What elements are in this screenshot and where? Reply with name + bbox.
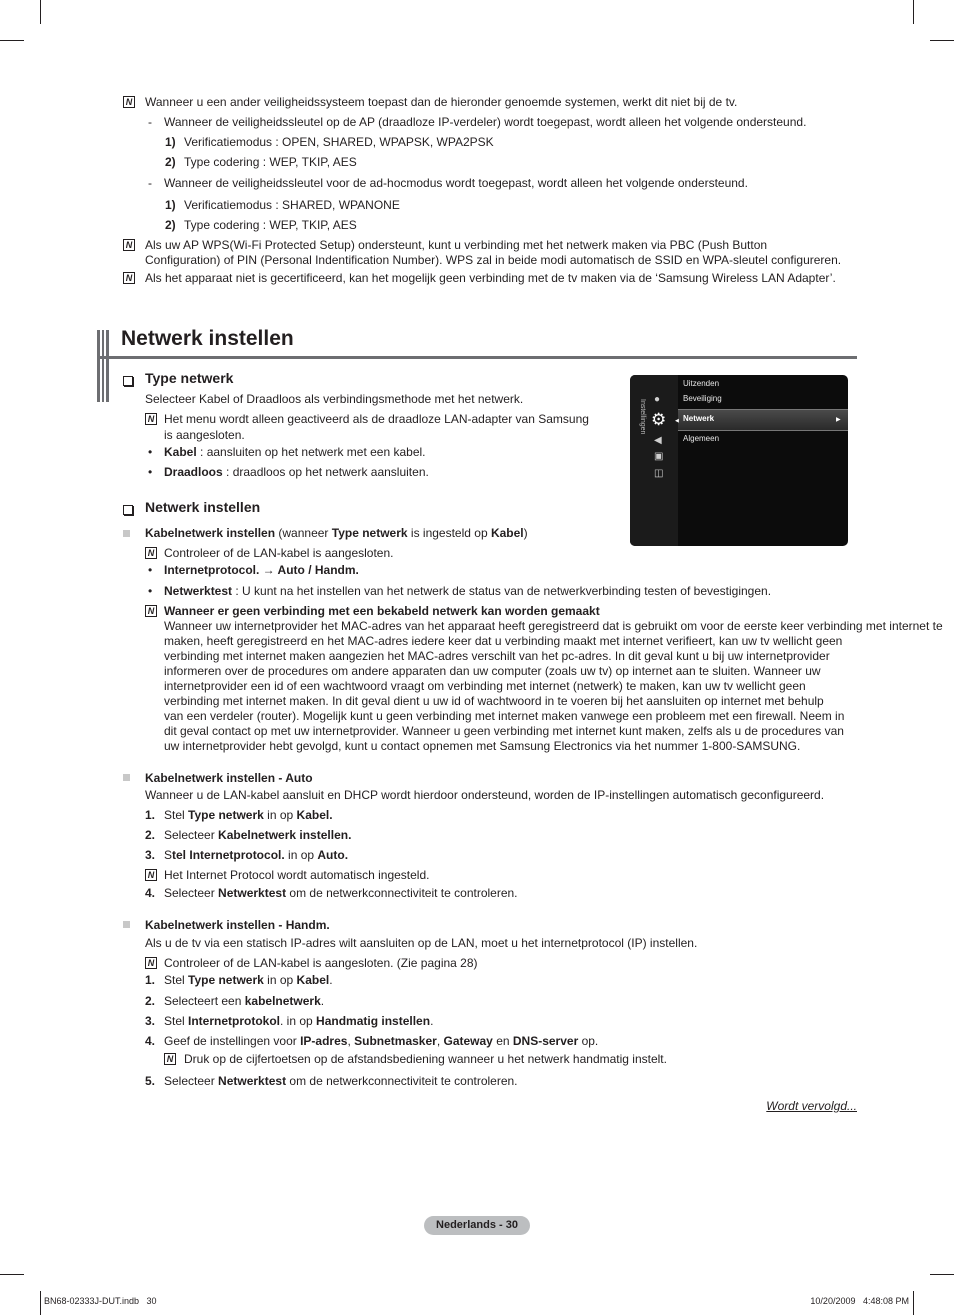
crop-mark: [930, 1274, 954, 1275]
note-icon: N: [145, 957, 157, 969]
tv-menu-item-algemeen[interactable]: Algemeen: [683, 434, 720, 443]
note-icon: N: [145, 547, 157, 559]
list-item: Verificatiemodus : SHARED, WPANONE: [184, 198, 400, 212]
paragraph-line: uw internetprovider hebt gevolgd, kunt u contact opnemen met Samsung Electronics via het nummer 1-800-SAMSUNG.: [164, 739, 801, 753]
note-text: Het Internet Protocol wordt automatisch ingesteld.: [164, 868, 430, 882]
crop-mark: [930, 40, 954, 41]
step-number: 2.: [145, 994, 156, 1008]
list-number: 2): [165, 218, 176, 232]
crop-mark: [0, 40, 24, 41]
note-text: Controleer of de LAN-kabel is aangesloten. (Zie pagina 28): [164, 956, 478, 970]
step-text: Geef de instellingen voor IP-adres, Subnetmasker, Gateway en DNS-server op.: [164, 1034, 599, 1048]
note-title: Wanneer er geen verbinding met een bekabeld netwerk kan worden gemaakt: [164, 604, 600, 618]
note-text: Controleer of de LAN-kabel is aangesloten.: [164, 546, 394, 560]
note-icon: N: [164, 1053, 176, 1065]
step-text: Stel Internetprotocol. in op Auto.: [164, 848, 349, 862]
square-bullet-icon: [123, 774, 130, 781]
support-icon: ◫: [654, 468, 664, 479]
step-number: 4.: [145, 886, 156, 900]
step-number: 1.: [145, 973, 156, 987]
note-icon: N: [145, 605, 157, 617]
paragraph-line: internetprovider een id of een wachtwoord vraagt om verbinding met internet (netwerk) te maken, kan uw tv wellicht geen: [164, 679, 806, 693]
paragraph-line: maken, heeft geregistreerd en het MAC-adres iedere keer dat u verbinding maakt met internet verifieert, kan uw tv wellicht geen: [164, 634, 843, 648]
paragraph-line: Wanneer uw internetprovider het MAC-adres van het apparaat heeft geregistreerd dat is gebruikt om voor de eerste keer verbinding met internet te: [164, 619, 943, 633]
paragraph: Als u de tv via een statisch IP-adres wilt aansluiten op de LAN, moet u het internetprotocol (IP) instellen.: [145, 936, 698, 950]
note-text: Druk op de cijfertoetsen op de afstandsbediening wanneer u het netwerk handmatig instelt.: [184, 1052, 667, 1066]
bullet-text: Kabel : aansluiten op het netwerk met een kabel.: [164, 445, 426, 459]
step-text: Selecteert een kabelnetwerk.: [164, 994, 325, 1008]
crop-mark: [0, 1274, 24, 1275]
dash-item-text: Wanneer de veiligheidssleutel voor de ad-hocmodus wordt toegepast, wordt alleen het volgende ondersteund.: [164, 176, 748, 190]
step-text: Stel Type netwerk in op Kabel.: [164, 808, 333, 822]
gear-icon: ⚙: [651, 410, 667, 429]
bullet: •: [148, 584, 153, 598]
subsection-heading: Netwerk instellen: [145, 499, 261, 515]
note-icon: N: [123, 239, 135, 251]
paragraph: Wanneer u de LAN-kabel aansluit en DHCP wordt hierdoor ondersteund, worden de IP-instellingen automatisch geconfigureerd.: [145, 788, 825, 802]
tv-menu-item-beveiliging[interactable]: Beveiliging: [683, 394, 722, 403]
crop-mark: [40, 1291, 41, 1315]
note-icon: N: [145, 413, 157, 425]
note-paragraph: [164, 619, 943, 754]
tv-menu-item-uitzenden[interactable]: Uitzenden: [683, 379, 720, 388]
checkbox-bullet-icon: [123, 376, 133, 386]
bullet-text: Draadloos : draadloos op het netwerk aansluiten.: [164, 465, 429, 479]
section-marker: [102, 330, 104, 402]
picture-icon: ●: [654, 394, 661, 405]
step-text: Selecteer Kabelnetwerk instellen.: [164, 828, 352, 842]
square-bullet-icon: [123, 921, 130, 928]
section-title: Netwerk instellen: [121, 327, 294, 350]
subsection-heading: Type netwerk: [145, 370, 234, 386]
crop-mark: [913, 1291, 914, 1315]
dash: -: [148, 115, 152, 129]
list-number: 1): [165, 198, 176, 212]
step-text: Selecteer Netwerktest om de netwerkconnectiviteit te controleren.: [164, 886, 518, 900]
step-text: Stel Internetprotokol. in op Handmatig instellen.: [164, 1014, 434, 1028]
dash-item-text: Wanneer de veiligheidssleutel op de AP (draadloze IP-verdeler) wordt toegepast, wordt alleen het volgende ondersteund.: [164, 115, 807, 129]
page-number-badge: Nederlands - 30: [424, 1216, 530, 1235]
step-text: Selecteer Netwerktest om de netwerkconnectiviteit te controleren.: [164, 1074, 518, 1088]
step-number: 3.: [145, 848, 156, 862]
item-heading: Kabelnetwerk instellen - Handm.: [145, 918, 330, 932]
note-text: Configuration) of PIN (Personal Indentification Number). WPS zal in beide modi automatisch de SSID en WPA-sleutel configureren.: [145, 253, 842, 267]
note-text: Als uw AP WPS(Wi-Fi Protected Setup) ondersteunt, kunt u verbinding met het netwerk maken via PBC (Push Button: [145, 238, 768, 252]
dash: -: [148, 176, 152, 190]
step-number: 2.: [145, 828, 156, 842]
list-number: 1): [165, 135, 176, 149]
list-item: Type codering : WEP, TKIP, AES: [184, 218, 357, 232]
paragraph-line: verbinding met internet maken aangezien het MAC-adres verschilt van het pc-adres. In dit geval kunt u bij uw internetprovider: [164, 649, 830, 663]
bullet: •: [148, 445, 153, 459]
bullet: •: [148, 563, 153, 577]
note-text: Wanneer u een ander veiligheidssysteem toepast dan de hieronder genoemde systemen, werkt dit niet bij de tv.: [145, 95, 738, 109]
item-heading: Kabelnetwerk instellen (wanneer Type netwerk is ingesteld op Kabel): [145, 526, 528, 540]
crop-mark: [913, 0, 914, 24]
square-bullet-icon: [123, 530, 130, 537]
note-text: is aangesloten.: [164, 428, 245, 442]
crop-mark: [40, 0, 41, 24]
continued-label: Wordt vervolgd...: [766, 1099, 857, 1113]
section-marker: [97, 330, 100, 402]
step-number: 3.: [145, 1014, 156, 1028]
bullet-text: Netwerktest : U kunt na het instellen van het netwerk de status van de netwerkverbinding testen of bevestigingen.: [164, 584, 772, 598]
step-number: 1.: [145, 808, 156, 822]
note-icon: N: [123, 272, 135, 284]
note-text: Het menu wordt alleen geactiveerd als de draadloze LAN-adapter van Samsung: [164, 412, 589, 426]
step-text: Stel Type netwerk in op Kabel.: [164, 973, 333, 987]
list-item: Verificatiemodus : OPEN, SHARED, WPAPSK, WPA2PSK: [184, 135, 494, 149]
checkbox-bullet-icon: [123, 505, 133, 515]
paragraph-line: informeren over de procedures om andere apparaten dan uw computer (zoals uw tv) op internet aan te sluiten. Wanneer uw: [164, 664, 821, 678]
footer-file: BN68-02333J-DUT.indb 30: [44, 1296, 157, 1306]
step-number: 4.: [145, 1034, 156, 1048]
tv-menu-item-netwerk[interactable]: Netwerk: [683, 414, 715, 423]
list-number: 2): [165, 155, 176, 169]
step-number: 5.: [145, 1074, 156, 1088]
list-item: Type codering : WEP, TKIP, AES: [184, 155, 357, 169]
bullet: •: [148, 465, 153, 479]
paragraph: Selecteer Kabel of Draadloos als verbindingsmethode met het netwerk.: [145, 392, 524, 406]
section-marker: [106, 330, 109, 402]
arrow-left-icon: ◀: [675, 418, 679, 424]
bullet-text: Internetprotocol. → Auto / Handm.: [164, 563, 359, 577]
footer-date: 10/20/2009 4:48:08 PM: [810, 1296, 909, 1306]
arrow-right-icon: ▶: [836, 417, 841, 423]
item-heading: Kabelnetwerk instellen - Auto: [145, 771, 313, 785]
paragraph-line: van een verdeler (router). Mogelijk kunt u geen verbinding met internet maken vanwege een probleem met een firewall. Neem in: [164, 709, 845, 723]
sound-icon: ◀: [654, 435, 662, 446]
paragraph-line: dit geval contact op met uw internetprovider. Wanneer u geen verbinding met internet kunt maken, zelfs als u de procedures van: [164, 724, 844, 738]
tv-menu-side-label: Instellingen: [639, 399, 646, 435]
note-icon: N: [145, 869, 157, 881]
note-text: Als het apparaat niet is gecertificeerd, kan het mogelijk geen verbinding met de tv maken via de ‘Samsung Wireless LAN Adapter’.: [145, 271, 836, 285]
input-icon: ▣: [654, 451, 664, 462]
note-icon: N: [123, 96, 135, 108]
paragraph-line: verbinding met internet maken. In dit geval dient u uw id of wachtwoord in te voeren bij het aansluiten op internet met behulp: [164, 694, 824, 708]
tv-settings-menu: [630, 375, 848, 546]
section-rule: [97, 356, 857, 359]
